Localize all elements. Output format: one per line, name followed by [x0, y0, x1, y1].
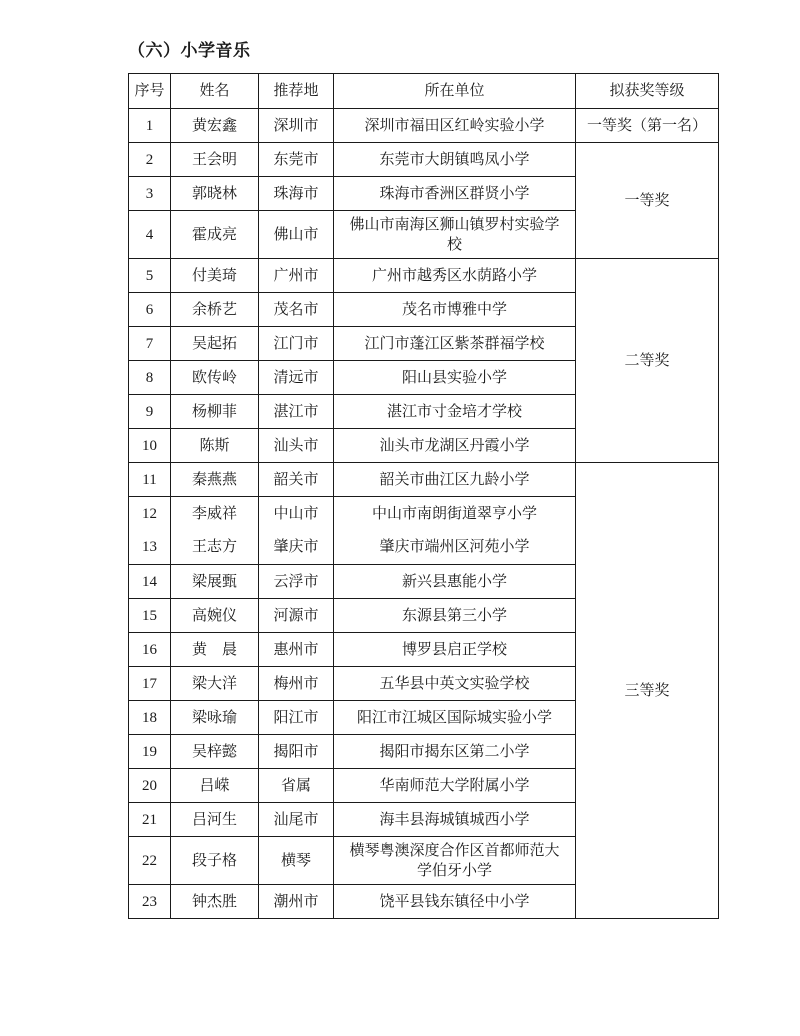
recommend-place-cell: 东莞市 [259, 143, 334, 177]
table-row [129, 109, 719, 143]
table-row [129, 143, 719, 177]
recommend-place-cell: 江门市 [259, 327, 334, 361]
work-unit-cell: 广州市越秀区水荫路小学 [334, 259, 576, 293]
work-unit-cell: 阳江市江城区国际城实验小学 [334, 701, 576, 735]
work-unit-cell: 新兴县惠能小学 [334, 565, 576, 599]
header-recommend-place: 推荐地 [259, 74, 334, 109]
row-number-cell: 9 [129, 395, 171, 429]
person-name-cell: 王志方 [171, 531, 259, 565]
recommend-place-cell: 汕尾市 [259, 803, 334, 837]
row-number-cell: 22 [129, 837, 171, 885]
person-name-cell: 欧传岭 [171, 361, 259, 395]
person-name-cell: 钟杰胜 [171, 885, 259, 919]
work-unit-cell: 五华县中英文实验学校 [334, 667, 576, 701]
header-work-unit: 所在单位 [334, 74, 576, 109]
work-unit-cell: 韶关市曲江区九龄小学 [334, 463, 576, 497]
recommend-place-cell: 佛山市 [259, 211, 334, 259]
work-unit-cell: 湛江市寸金培才学校 [334, 395, 576, 429]
header-award-level: 拟获奖等级 [576, 74, 719, 109]
recommend-place-cell: 深圳市 [259, 109, 334, 143]
row-number-cell: 13 [129, 531, 171, 565]
row-number-cell: 17 [129, 667, 171, 701]
work-unit-cell: 汕头市龙湖区丹霞小学 [334, 429, 576, 463]
work-unit-cell: 茂名市博雅中学 [334, 293, 576, 327]
work-unit-cell: 江门市蓬江区紫茶群福学校 [334, 327, 576, 361]
person-name-cell: 霍成亮 [171, 211, 259, 259]
person-name-cell: 李威祥 [171, 497, 259, 531]
person-name-cell: 梁展甄 [171, 565, 259, 599]
row-number-cell: 16 [129, 633, 171, 667]
person-name-cell: 吴起拓 [171, 327, 259, 361]
person-name-cell: 吕嵘 [171, 769, 259, 803]
header-person-name: 姓名 [171, 74, 259, 109]
recommend-place-cell: 清远市 [259, 361, 334, 395]
award-level-cell: 三等奖 [576, 463, 719, 919]
award-level-cell: 二等奖 [576, 259, 719, 463]
recommend-place-cell: 广州市 [259, 259, 334, 293]
work-unit-cell: 深圳市福田区红岭实验小学 [334, 109, 576, 143]
row-number-cell: 18 [129, 701, 171, 735]
recommend-place-cell: 汕头市 [259, 429, 334, 463]
work-unit-cell: 珠海市香洲区群贤小学 [334, 177, 576, 211]
person-name-cell: 黄宏鑫 [171, 109, 259, 143]
work-unit-cell: 揭阳市揭东区第二小学 [334, 735, 576, 769]
table-body [129, 109, 719, 919]
recommend-place-cell: 潮州市 [259, 885, 334, 919]
recommend-place-cell: 梅州市 [259, 667, 334, 701]
person-name-cell: 黄 晨 [171, 633, 259, 667]
work-unit-cell: 阳山县实验小学 [334, 361, 576, 395]
person-name-cell: 段子格 [171, 837, 259, 885]
row-number-cell: 14 [129, 565, 171, 599]
row-number-cell: 11 [129, 463, 171, 497]
recommend-place-cell: 韶关市 [259, 463, 334, 497]
row-number-cell: 19 [129, 735, 171, 769]
award-table [128, 73, 719, 919]
person-name-cell: 付美琦 [171, 259, 259, 293]
person-name-cell: 余桥艺 [171, 293, 259, 327]
row-number-cell: 15 [129, 599, 171, 633]
person-name-cell: 秦燕燕 [171, 463, 259, 497]
work-unit-cell: 海丰县海城镇城西小学 [334, 803, 576, 837]
row-number-cell: 4 [129, 211, 171, 259]
award-level-cell: 一等奖（第一名） [576, 109, 719, 143]
row-number-cell: 23 [129, 885, 171, 919]
recommend-place-cell: 珠海市 [259, 177, 334, 211]
row-number-cell: 7 [129, 327, 171, 361]
row-number-cell: 12 [129, 497, 171, 531]
person-name-cell: 吴梓懿 [171, 735, 259, 769]
person-name-cell: 梁咏瑜 [171, 701, 259, 735]
award-level-cell: 一等奖 [576, 143, 719, 259]
person-name-cell: 陈斯 [171, 429, 259, 463]
work-unit-cell: 横琴粤澳深度合作区首都师范大学伯牙小学 [334, 837, 576, 885]
page-title: （六）小学音乐 [128, 41, 251, 60]
table-row [129, 463, 719, 497]
row-number-cell: 8 [129, 361, 171, 395]
recommend-place-cell: 湛江市 [259, 395, 334, 429]
row-number-cell: 2 [129, 143, 171, 177]
recommend-place-cell: 中山市 [259, 497, 334, 531]
recommend-place-cell: 肇庆市 [259, 531, 334, 565]
recommend-place-cell: 惠州市 [259, 633, 334, 667]
work-unit-cell: 佛山市南海区狮山镇罗村实验学校 [334, 211, 576, 259]
work-unit-cell: 饶平县钱东镇径中小学 [334, 885, 576, 919]
row-number-cell: 5 [129, 259, 171, 293]
recommend-place-cell: 河源市 [259, 599, 334, 633]
work-unit-cell: 华南师范大学附属小学 [334, 769, 576, 803]
recommend-place-cell: 茂名市 [259, 293, 334, 327]
row-number-cell: 10 [129, 429, 171, 463]
header-serial-number: 序号 [129, 74, 171, 109]
recommend-place-cell: 阳江市 [259, 701, 334, 735]
person-name-cell: 王会明 [171, 143, 259, 177]
work-unit-cell: 东莞市大朗镇鸣凤小学 [334, 143, 576, 177]
row-number-cell: 20 [129, 769, 171, 803]
work-unit-cell: 肇庆市端州区河苑小学 [334, 531, 576, 565]
person-name-cell: 梁大洋 [171, 667, 259, 701]
recommend-place-cell: 云浮市 [259, 565, 334, 599]
row-number-cell: 1 [129, 109, 171, 143]
person-name-cell: 杨柳菲 [171, 395, 259, 429]
work-unit-cell: 博罗县启正学校 [334, 633, 576, 667]
row-number-cell: 6 [129, 293, 171, 327]
recommend-place-cell: 省属 [259, 769, 334, 803]
person-name-cell: 郭晓林 [171, 177, 259, 211]
row-number-cell: 21 [129, 803, 171, 837]
person-name-cell: 吕河生 [171, 803, 259, 837]
work-unit-cell: 中山市南朗街道翠亨小学 [334, 497, 576, 531]
table-row [129, 259, 719, 293]
recommend-place-cell: 揭阳市 [259, 735, 334, 769]
person-name-cell: 高婉仪 [171, 599, 259, 633]
recommend-place-cell: 横琴 [259, 837, 334, 885]
work-unit-cell: 东源县第三小学 [334, 599, 576, 633]
table-header-row [129, 74, 719, 109]
row-number-cell: 3 [129, 177, 171, 211]
